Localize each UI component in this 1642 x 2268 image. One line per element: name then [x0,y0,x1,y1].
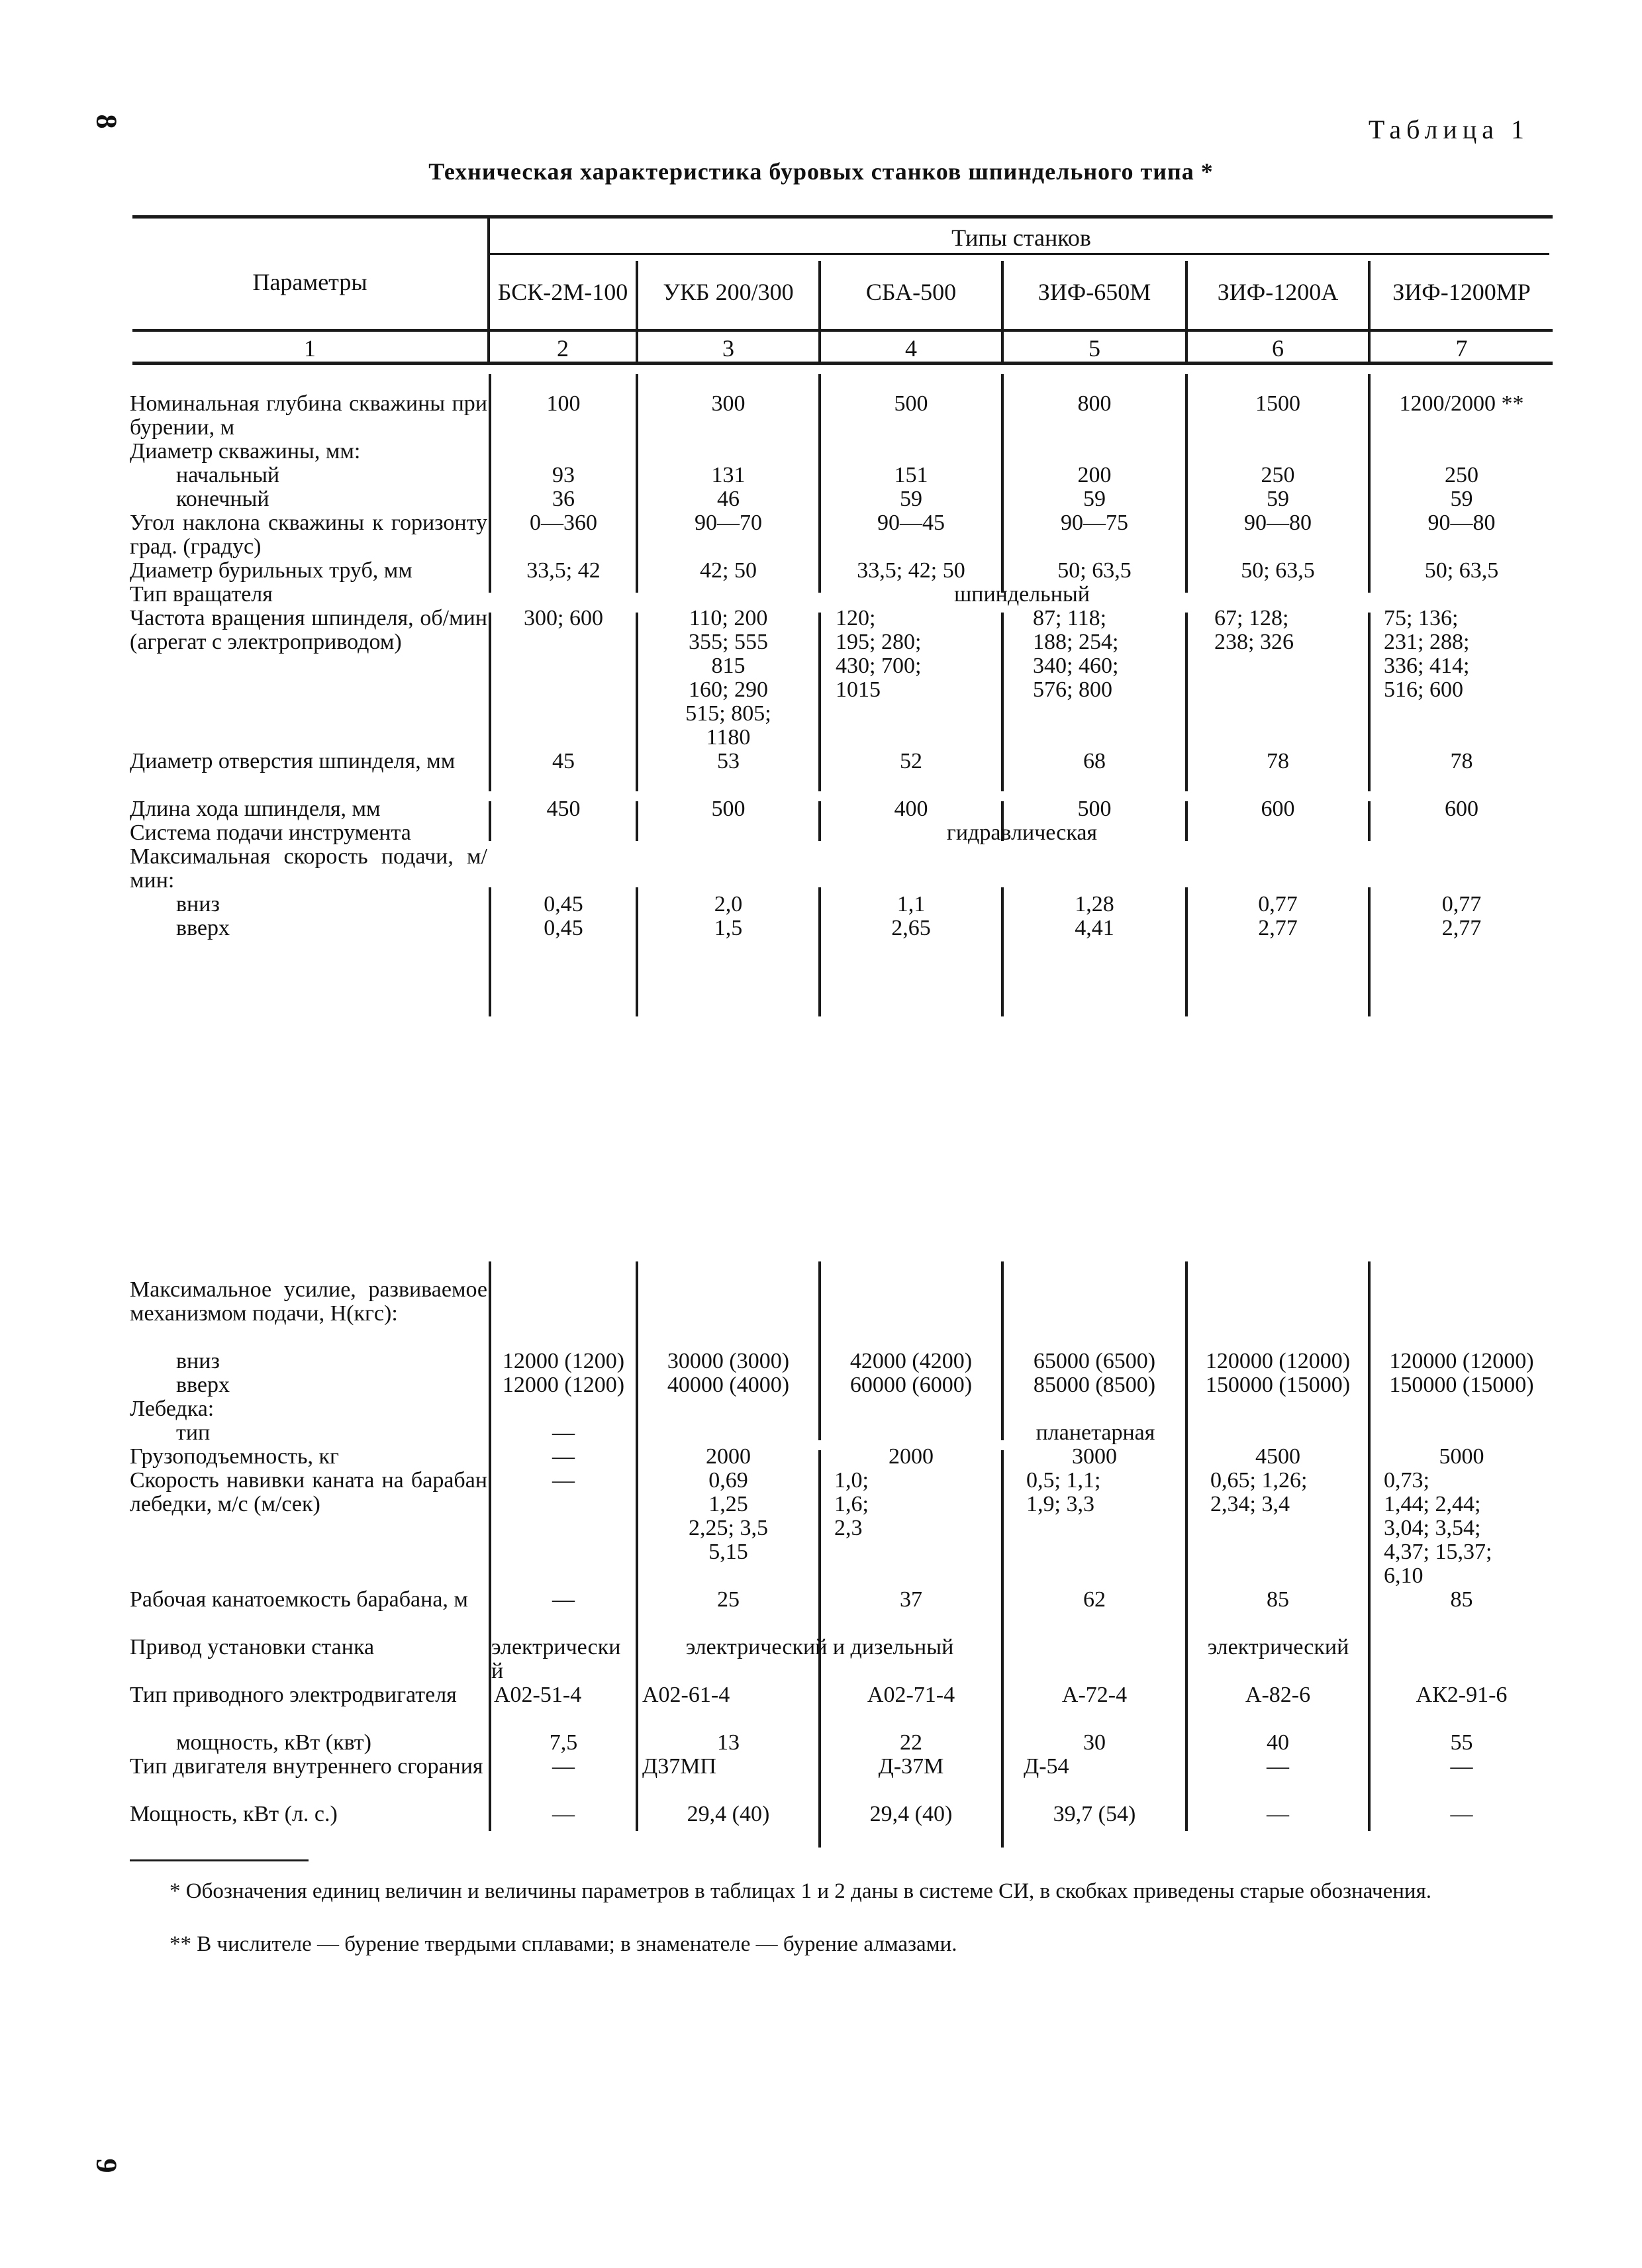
table-label: Таблица 1 [1368,115,1529,144]
cell: 516; 600 [1384,677,1463,702]
cell: 37 [900,1587,922,1612]
param-angle: Угол наклона скважины к горизонту град. (градус) [130,511,487,559]
cell: 30000 (3000) [667,1349,790,1373]
cell: 300; 600 [524,606,603,630]
cell: 7,5 [549,1730,578,1755]
cell: 0,73; [1384,1468,1429,1493]
cell: 0,77 [1441,892,1482,916]
cell: — [552,1587,575,1612]
cell: 46 [717,487,740,511]
cell: 2,77 [1258,916,1298,940]
header-model: ЗИФ-650М [1038,279,1151,305]
cell: 59 [900,487,922,511]
cell: А02-51-4 [494,1683,582,1707]
cell: 90—75 [1061,511,1128,535]
cell: 500 [711,797,746,821]
param-diameter-start: начальный [176,463,280,487]
cell: 2,3 [834,1516,863,1540]
cell: 59 [1450,487,1473,511]
param-winch: Лебедка: [130,1397,215,1421]
cell: 67; 128; [1214,606,1289,630]
cell: 40 [1267,1730,1289,1755]
cell: 25 [717,1587,740,1612]
cell-span: электрический и дизельный [685,1635,954,1659]
cell: 151 [894,463,928,487]
cell: 500 [894,391,928,416]
cell: Д37МП [642,1754,716,1779]
cell: 42; 50 [700,558,757,583]
cell-span: шпиндельный [954,582,1090,607]
cell: 29,4 (40) [869,1802,953,1826]
cell: 0,65; 1,26; [1210,1468,1308,1493]
param-winch-type: тип [176,1420,211,1445]
param-engine-power: Мощность, кВт (л. с.) [130,1802,338,1826]
cell: 231; 288; [1384,630,1470,654]
cell: 355; 555 [689,630,768,654]
cell: 120000 (12000) [1389,1349,1534,1373]
param-diameter: Диаметр скважины, мм: [130,439,361,464]
cell: 4,37; 15,37; [1384,1540,1492,1564]
cell: 188; 254; [1033,630,1119,654]
header-model: ЗИФ-1200А [1217,279,1339,305]
param-pipe: Диаметр бурильных труб, мм [130,558,412,583]
cell: 68 [1083,749,1106,773]
cell: 50; 63,5 [1057,558,1132,583]
cell: 0,69 [708,1468,748,1493]
header-types-rule [490,253,1549,255]
param-force-down: вниз [176,1349,220,1373]
cell: 1180 [706,725,751,750]
param-force: Максимальное усилие, развиваемое механизмом подачи, Н(кгс): [130,1277,487,1326]
param-feed-up: вверх [176,916,230,940]
param-capacity: Грузоподъемность, кг [130,1444,339,1469]
cell: 600 [1261,797,1295,821]
cell: 60000 (6000) [849,1373,973,1397]
cell: 1,44; 2,44; [1384,1492,1481,1516]
cell: 45 [552,749,575,773]
cell-span: планетарная [1036,1420,1155,1445]
cell: 340; 460; [1033,654,1119,678]
header-number: 1 [304,335,316,362]
cell: — [552,1420,575,1445]
cell: — [552,1802,575,1826]
cell: 238; 326 [1214,630,1294,654]
cell: 336; 414; [1384,654,1470,678]
cell: 0,5; 1,1; [1026,1468,1101,1493]
cell: Д-37М [878,1754,944,1779]
header-models-rule [132,329,1553,332]
cell: 13 [717,1730,740,1755]
cell: 600 [1445,797,1478,821]
param-power: мощность, кВт (квт) [176,1730,371,1755]
cell-span: гидравлическая [946,820,1098,845]
cell: 5000 [1439,1444,1484,1469]
param-feed-down: вниз [176,892,220,916]
cell: 5,15 [708,1540,748,1564]
param-spindle-hole: Диаметр отверстия шпинделя, мм [130,749,456,773]
cell: 1,0; [834,1468,869,1493]
table-title: Техническая характеристика буровых станков шпиндельного типа * [428,158,1214,185]
param-motor: Тип приводного электродвигателя [130,1683,457,1707]
cell: 150000 (15000) [1389,1373,1534,1397]
cell: 22 [900,1730,922,1755]
header-model: ЗИФ-1200МР [1392,279,1531,305]
cell: 2000 [706,1444,751,1469]
cell: 36 [552,487,575,511]
param-feed-system: Система подачи инструмента [130,820,411,845]
cell: 65000 (6500) [1033,1349,1156,1373]
cell: — [1267,1754,1289,1779]
footnote-2: ** В числителе — бурение твердыми сплавами; в знаменателе — бурение алмазами. [169,1932,957,1956]
cell: 33,5; 42 [526,558,601,583]
param-spindle-stroke: Длина хода шпинделя, мм [130,797,381,821]
cell: 50; 63,5 [1424,558,1499,583]
header-model: УКБ 200/300 [663,279,794,305]
cell: 1,1 [896,892,926,916]
cell: 815 [711,654,746,678]
cell: 2,34; 3,4 [1210,1492,1290,1516]
header-model: БСК-2М-100 [497,279,628,305]
cell: 6,10 [1384,1563,1424,1588]
cell: 0,45 [544,916,583,940]
cell: 1,9; 3,3 [1026,1492,1094,1516]
cell: 160; 290 [689,677,768,702]
cell: А-82-6 [1245,1683,1311,1707]
cell: 30 [1083,1730,1106,1755]
cell: 12000 (1200) [502,1373,625,1397]
cell: 62 [1083,1587,1106,1612]
cell: 1,28 [1075,892,1114,916]
cell: — [552,1754,575,1779]
param-rope-speed: Скорость навивки каната на барабан лебедки, м/с (м/сек) [130,1468,487,1516]
cell: — [1450,1754,1473,1779]
cell: 59 [1083,487,1106,511]
header-number: 4 [905,335,917,362]
cell: 75; 136; [1384,606,1459,630]
cell: 1015 [836,677,881,702]
cell: 40000 (4000) [667,1373,790,1397]
cell: 1,6; [834,1492,869,1516]
cell: 400 [894,797,928,821]
param-rotator-type: Тип вращателя [130,582,273,607]
cell: 90—80 [1244,511,1312,535]
cell: 250 [1261,463,1295,487]
cell: — [552,1468,575,1493]
cell: 195; 280; [836,630,922,654]
header-number: 3 [722,335,734,362]
cell: 90—70 [695,511,762,535]
header-number: 2 [557,335,569,362]
cell: 110; 200 [689,606,768,630]
param-drive: Привод установки станка [130,1635,375,1659]
cell: 2,25; 3,5 [689,1516,768,1540]
cell: 85 [1267,1587,1289,1612]
cell-span: электрический [1207,1635,1349,1659]
cell: 2000 [889,1444,934,1469]
cell: 0—360 [530,511,597,535]
cell: 3000 [1072,1444,1117,1469]
cell: — [552,1444,575,1469]
param-drum: Рабочая канатоемкость барабана, м [130,1587,468,1612]
header-number: 6 [1272,335,1284,362]
cell: АК2-91-6 [1416,1683,1508,1707]
cell: 4500 [1255,1444,1300,1469]
cell: 3,04; 3,54; [1384,1516,1481,1540]
cell: 33,5; 42; 50 [857,558,965,583]
cell: 87; 118; [1033,606,1107,630]
cell: 2,77 [1441,916,1482,940]
header-number: 5 [1088,335,1100,362]
param-engine: Тип двигателя внутреннего сгорания [130,1754,483,1779]
cell: А02-61-4 [642,1683,730,1707]
cell: 500 [1077,797,1112,821]
cell: 576; 800 [1033,677,1112,702]
footnote-1: * Обозначения единиц величин и величины параметров в таблицах 1 и 2 даны в системе СИ, в скобках приведены старые обозначения. [169,1879,1432,1903]
cell: 52 [900,749,922,773]
cell: 120; [836,606,876,630]
cell: 42000 (4200) [849,1349,973,1373]
cell: 200 [1077,463,1112,487]
cell: 50; 63,5 [1241,558,1315,583]
page-number-bottom: 9 [90,2158,123,2173]
cell: 39,7 (54) [1053,1802,1136,1826]
cell: 250 [1445,463,1478,487]
header-model: СБА-500 [865,279,957,305]
cell: 90—80 [1427,511,1496,535]
cell: — [1450,1802,1473,1826]
cell: 150000 (15000) [1205,1373,1351,1397]
cell: 29,4 (40) [687,1802,770,1826]
cell: 53 [717,749,740,773]
cell: 800 [1077,391,1112,416]
param-feed-speed: Максимальная скорость подачи, м/мин: [130,844,487,893]
cell: 2,65 [891,916,931,940]
cell: 85000 (8500) [1033,1373,1156,1397]
cell: 120000 (12000) [1205,1349,1351,1373]
cell: 1,25 [708,1492,748,1516]
cell: А02-71-4 [867,1683,955,1707]
cell: 78 [1450,749,1473,773]
cell: 100 [546,391,581,416]
cell: 1,5 [714,916,743,940]
header-top-rule [132,215,1553,219]
cell: 300 [711,391,746,416]
cell: Д-54 [1024,1754,1069,1779]
cell: 93 [552,463,575,487]
param-rotation-freq: Частота вращения шпинделя, об/мин (агрегат с электроприводом) [130,606,487,654]
header-params: Параметры [252,269,367,295]
cell: 4,41 [1075,916,1114,940]
cell: — [1267,1802,1289,1826]
page-number-top: 8 [90,114,123,129]
header-number: 7 [1455,335,1468,362]
header-types: Типы станков [951,224,1091,251]
cell: электрический [491,1635,621,1683]
cell: 59 [1267,487,1289,511]
cell: А-72-4 [1061,1683,1128,1707]
cell: 0,77 [1258,892,1298,916]
cell: 2,0 [714,892,743,916]
cell: 55 [1450,1730,1473,1755]
cell: 0,45 [544,892,583,916]
param-force-up: вверх [176,1373,230,1397]
param-depth: Номинальная глубина скважины при бурении, м [130,391,487,440]
cell: 85 [1450,1587,1473,1612]
cell: 12000 (1200) [502,1349,625,1373]
cell: 78 [1267,749,1289,773]
cell: 90—45 [877,511,945,535]
cell: 1500 [1255,391,1300,416]
footnote-rule [130,1859,309,1861]
cell: 1200/2000 ** [1399,391,1524,416]
cell: 450 [546,797,581,821]
param-diameter-end: конечный [176,487,269,511]
cell: 515; 805; [685,701,771,726]
cell: 131 [711,463,746,487]
cell: 430; 700; [836,654,922,678]
